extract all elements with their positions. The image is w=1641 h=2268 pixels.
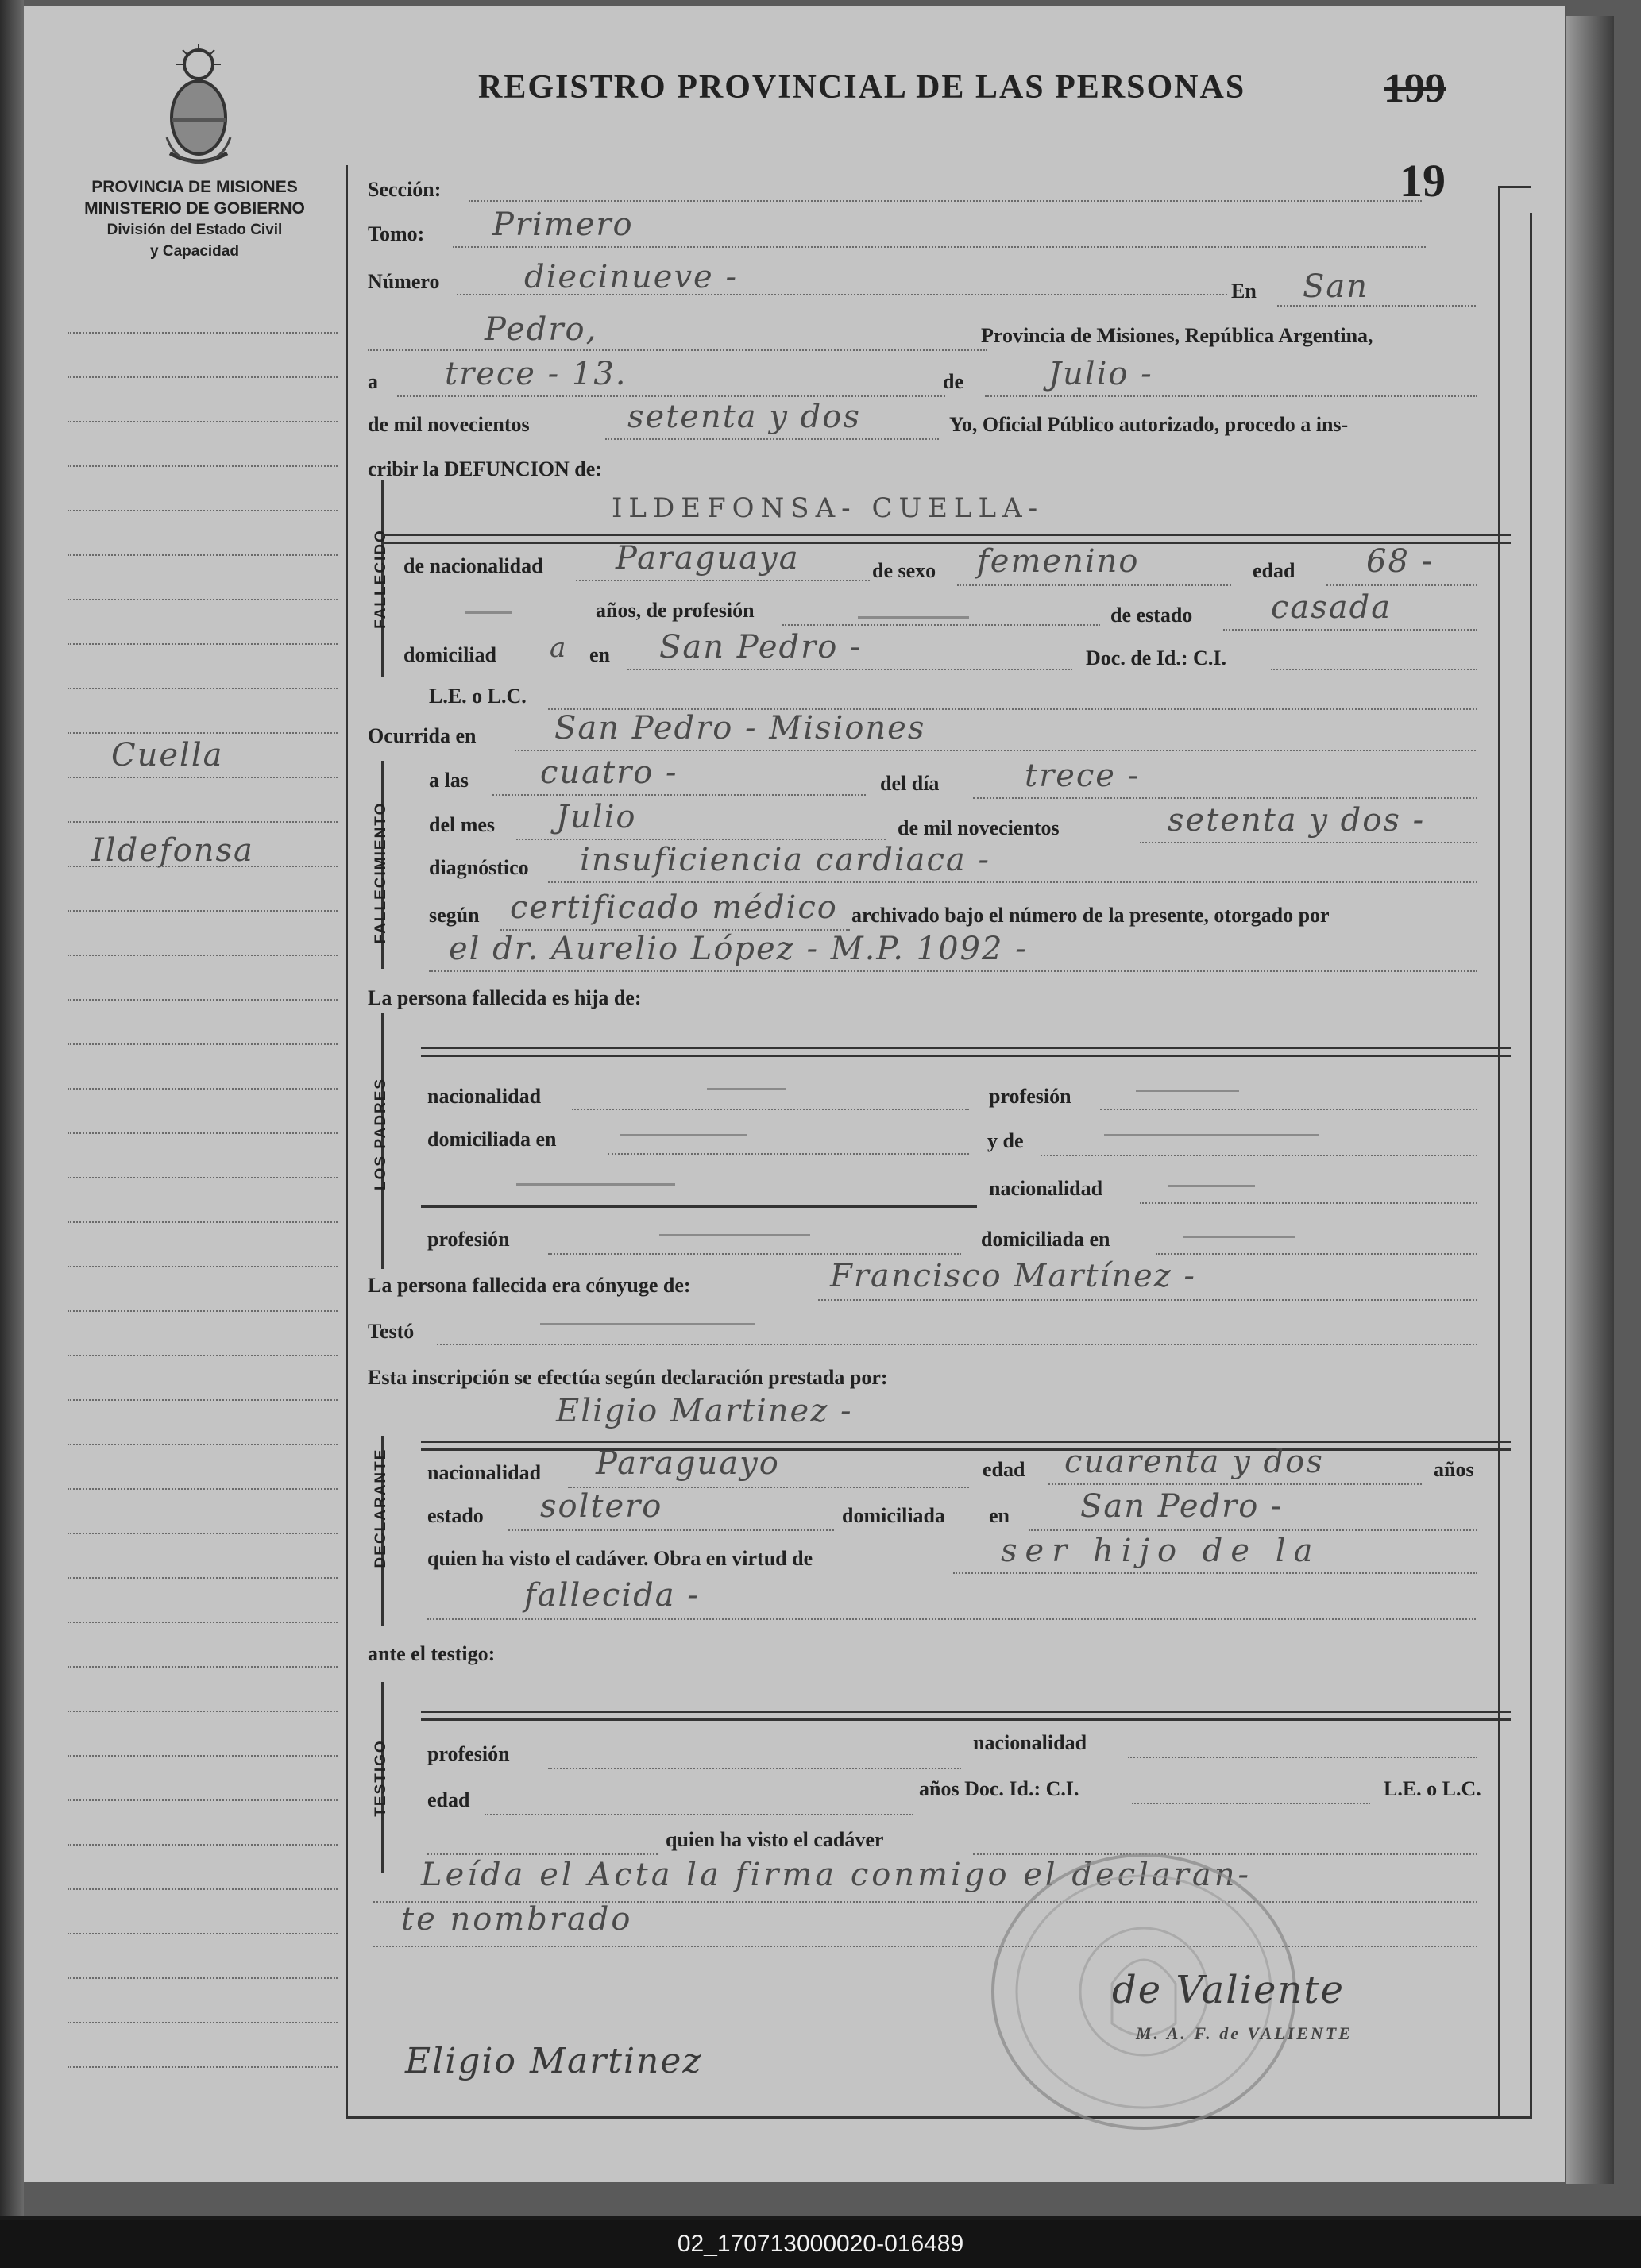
blank-madre-2: [516, 1183, 675, 1186]
value-en-city-1: San: [1303, 268, 1369, 305]
margin-ruled-line: [68, 821, 338, 823]
closing-line-1: Leída el Acta la firma conmigo el declaran-: [421, 1857, 1252, 1893]
line-dia: [397, 395, 945, 397]
value-decl-virtud-2: fallecida -: [524, 1577, 700, 1614]
margin-ruled-line: [68, 1043, 338, 1045]
label-testigo-le-lc: L.E. o L.C.: [1384, 1777, 1481, 1800]
value-mes-fallec: Julio: [556, 799, 637, 835]
label-padre-domiciliada: domiciliada en: [427, 1128, 557, 1151]
line-tomo: [453, 246, 1426, 248]
margin-ruled-line: [68, 643, 338, 645]
margin-ruled-line: [68, 332, 338, 334]
value-decl-edad: cuarenta y dos: [1064, 1444, 1324, 1480]
value-numero: diecinueve -: [524, 259, 738, 295]
right-border-outer: [1530, 213, 1532, 2119]
label-seccion: Sección:: [368, 178, 442, 201]
act-number: 19: [1400, 155, 1446, 206]
register-sheet: [24, 6, 1566, 2182]
label-del-dia: del día: [880, 772, 940, 795]
blank-padre-domicilio: [620, 1134, 747, 1136]
label-del-mes: del mes: [429, 813, 496, 836]
line-dia-fallec: [973, 797, 1477, 799]
line-testigo: [421, 1711, 1511, 1713]
line-madre-profesion: [548, 1253, 961, 1255]
value-declarante: Eligio Martinez -: [556, 1393, 853, 1429]
label-madre-profesion: profesión: [427, 1228, 510, 1251]
label-doc-id: Doc. de Id.: C.I.: [1086, 646, 1226, 669]
line-mes: [985, 395, 1477, 397]
label-de-mil-fallec: de mil novecientos: [898, 816, 1060, 839]
margin-ruled-line: [68, 421, 338, 422]
blank-testo: [540, 1323, 755, 1325]
margin-ruled-line: [68, 465, 338, 467]
blank-padre-nacionalidad: [707, 1088, 786, 1090]
label-archivado: archivado bajo el número de la presente, otorgado por: [851, 904, 1330, 927]
value-decl-nacionalidad: Paraguayo: [596, 1445, 780, 1482]
value-medico: el dr. Aurelio López - M.P. 1092 -: [449, 931, 1028, 967]
margin-ruled-line: [68, 1622, 338, 1623]
value-domicilio: San Pedro -: [659, 629, 863, 665]
label-decl-en: en: [989, 1504, 1010, 1527]
label-padre-nacionalidad: nacionalidad: [427, 1085, 542, 1108]
label-testigo-nacionalidad: nacionalidad: [973, 1731, 1087, 1754]
margin-ruled-line: [68, 777, 338, 778]
margin-ruled-line: [68, 1444, 338, 1445]
line-madre-nacionalidad: [1140, 1202, 1477, 1204]
margin-ruled-line: [68, 1844, 338, 1846]
line-padre-domicilio: [608, 1153, 969, 1155]
value-conyuge: Francisco Martínez -: [830, 1258, 1196, 1294]
line-testigo-profesion: [548, 1768, 961, 1769]
label-conyuge: La persona fallecida era cónyuge de:: [368, 1274, 691, 1297]
line-madre-2: [421, 1205, 977, 1208]
label-edad: edad: [1253, 559, 1295, 582]
signature-declarante: Eligio Martinez: [405, 2041, 703, 2081]
margin-ruled-line: [68, 1533, 338, 1534]
signature-official-name: M. A. F. de VALIENTE: [1136, 2023, 1353, 2043]
line-hora: [492, 794, 866, 796]
year-struck: 199: [1384, 66, 1446, 111]
margin-divider: [346, 165, 348, 2119]
line-virtud: [953, 1572, 1477, 1574]
line-testigo-quien-a: [427, 1853, 658, 1855]
margin-ruled-line: [68, 2066, 338, 2068]
authority-line-4: y Capacidad: [150, 243, 239, 260]
label-madre-domiciliada: domiciliada en: [981, 1228, 1110, 1251]
label-declaracion: Esta inscripción se efectúa según declaración prestada por:: [368, 1366, 888, 1389]
line-ocurrida: [515, 750, 1476, 751]
label-testigo-anos-doc: años Doc. Id.: C.I.: [919, 1777, 1079, 1800]
coat-of-arms-icon: [159, 42, 238, 169]
label-decl-nacionalidad: nacionalidad: [427, 1461, 542, 1484]
label-hija-de: La persona fallecida es hija de:: [368, 986, 642, 1009]
book-edge: [1566, 16, 1614, 2184]
label-en-domicilio: en: [589, 643, 610, 666]
value-decl-virtud-1: ser hijo de la: [1001, 1533, 1321, 1569]
label-madre-nacionalidad: nacionalidad: [989, 1177, 1103, 1200]
margin-ruled-line: [68, 1666, 338, 1668]
line-declarante: [421, 1441, 1511, 1443]
side-label-testigo: TESTIGO: [373, 1739, 389, 1817]
label-de-nacionalidad: de nacionalidad: [403, 554, 543, 577]
line-medico: [429, 970, 1477, 972]
margin-ruled-line: [68, 1355, 338, 1356]
margin-ruled-line: [68, 1177, 338, 1178]
issuing-authority: [52, 176, 338, 262]
line-padre-2: [421, 1055, 1511, 1057]
value-estado: casada: [1271, 589, 1392, 626]
line-decl-edad: [1048, 1483, 1422, 1485]
label-anos-profesion: años, de profesión: [596, 599, 755, 622]
label-testigo-edad: edad: [427, 1788, 470, 1811]
label-testigo-profesion: profesión: [427, 1742, 510, 1765]
blank-madre-nacionalidad: [1168, 1185, 1255, 1187]
value-anio-fallec: setenta y dos -: [1168, 802, 1426, 839]
margin-ruled-line: [68, 376, 338, 378]
line-testigo-edad: [485, 1814, 913, 1815]
label-y-de: y de: [987, 1129, 1024, 1152]
value-tomo: Primero: [492, 206, 634, 243]
margin-ruled-line: [68, 1711, 338, 1712]
blank-anos: [465, 611, 512, 614]
value-diagnostico: insuficiencia cardiaca -: [580, 842, 990, 878]
signature-official: de Valiente: [1112, 1968, 1345, 2012]
line-en-2: [368, 349, 987, 351]
line-decl-estado: [508, 1529, 834, 1531]
value-dia-fallec: trece -: [1025, 758, 1141, 794]
line-madre: [1041, 1155, 1477, 1156]
blank-madre-domicilio: [1183, 1236, 1295, 1238]
label-segun: según: [429, 904, 480, 927]
line-anio: [605, 438, 939, 440]
value-nombre: ILDEFONSA- CUELLA-: [612, 492, 1044, 524]
value-segun: certificado médico: [510, 889, 838, 926]
side-label-fallecido: FALLECIDO: [373, 529, 389, 629]
margin-ruled-line: [68, 1266, 338, 1267]
line-testigo-doc: [1132, 1803, 1370, 1804]
closing-line-2: te nombrado: [401, 1901, 633, 1938]
side-label-padres: LOS PADRES: [373, 1077, 389, 1190]
value-decl-domicilio: San Pedro -: [1080, 1488, 1284, 1525]
label-quien-visto: quien ha visto el cadáver. Obra en virtud de: [427, 1547, 813, 1570]
label-numero: Número: [368, 270, 440, 293]
line-en: [1277, 305, 1476, 307]
label-yo-oficial: Yo, Oficial Público autorizado, procedo a ins-: [949, 413, 1349, 436]
line-closing-2: [373, 1946, 1477, 1947]
blank-padre-profesion: [1136, 1090, 1239, 1092]
margin-ruled-line: [68, 1399, 338, 1401]
line-anio-fallec: [1140, 842, 1477, 843]
label-a-las: a las: [429, 769, 469, 792]
line-padre: [421, 1047, 1511, 1049]
margin-ruled-line: [68, 1488, 338, 1490]
margin-ruled-line: [68, 1888, 338, 1890]
value-domicilio-suffix: a: [550, 632, 568, 664]
label-decl-domiciliada: domiciliada: [842, 1504, 946, 1527]
label-testigo-quien-visto: quien ha visto el cadáver: [666, 1828, 884, 1851]
line-testigo-nacionalidad: [1128, 1757, 1477, 1758]
blank-profesion: [858, 616, 969, 619]
label-inscribir: cribir la DEFUNCION de:: [368, 457, 602, 480]
margin-ruled-line: [68, 1977, 338, 1979]
line-padre-nacionalidad: [572, 1109, 969, 1110]
margin-ruled-line: [68, 1310, 338, 1312]
side-label-declarante: DECLARANTE: [373, 1448, 389, 1568]
line-nombre: [383, 534, 1511, 536]
margin-ruled-line: [68, 1577, 338, 1579]
line-diagnostico: [548, 881, 1477, 883]
blank-madre: [1104, 1134, 1319, 1136]
label-decl-edad: edad: [983, 1458, 1025, 1481]
margin-ruled-line: [68, 910, 338, 912]
margin-ruled-line: [68, 1799, 338, 1801]
label-tomo: Tomo:: [368, 222, 425, 245]
line-profesion: [782, 624, 1100, 626]
margin-ruled-line: [68, 2022, 338, 2023]
margin-ruled-line: [68, 1933, 338, 1934]
value-ocurrida: San Pedro - Misiones: [554, 710, 926, 746]
margin-ruled-line: [68, 1088, 338, 1090]
margin-ruled-line: [68, 688, 338, 689]
margin-ruled-line: [68, 599, 338, 600]
margin-ruled-line: [68, 1755, 338, 1757]
label-ocurrida: Ocurrida en: [368, 724, 477, 747]
margin-ruled-line: [68, 999, 338, 1001]
line-nombre-2: [383, 542, 1511, 544]
label-provincia: Provincia de Misiones, República Argentina,: [981, 324, 1373, 347]
line-doc-id: [1271, 669, 1477, 670]
value-edad: 68 -: [1366, 543, 1434, 580]
line-testo: [437, 1344, 1477, 1345]
authority-line-1: PROVINCIA DE MISIONES: [91, 178, 298, 196]
margin-ruled-line: [68, 1132, 338, 1134]
label-en: En: [1231, 280, 1257, 303]
line-domicilio: [627, 669, 1072, 670]
label-decl-anos: años: [1434, 1458, 1474, 1481]
line-mes-fallec: [516, 839, 886, 840]
margin-ruled-line: [68, 955, 338, 956]
label-de: de: [943, 370, 963, 393]
line-madre-domicilio: [1156, 1253, 1477, 1255]
line-nacionalidad: [576, 580, 870, 581]
book-binding: [0, 0, 24, 2216]
authority-line-3: División del Estado Civil: [106, 222, 283, 238]
label-domiciliad: domiciliad: [403, 643, 497, 666]
value-mes: Julio -: [1048, 356, 1153, 392]
image-id-caption: 02_170713000020-016489: [0, 2220, 1641, 2268]
value-decl-estado: soltero: [540, 1488, 663, 1525]
label-de-mil: de mil novecientos: [368, 413, 530, 436]
label-padre-profesion: profesión: [989, 1085, 1071, 1108]
line-sexo: [957, 584, 1231, 586]
line-testigo-2: [421, 1718, 1511, 1721]
value-dia: trece - 13.: [445, 356, 627, 392]
line-estado: [1223, 629, 1477, 631]
label-ante-testigo: ante el testigo:: [368, 1642, 496, 1665]
line-seccion: [469, 200, 1422, 202]
label-de-sexo: de sexo: [872, 559, 936, 582]
label-diagnostico: diagnóstico: [429, 856, 529, 879]
line-decl-domicilio: [1029, 1529, 1477, 1531]
value-hora: cuatro -: [540, 754, 678, 791]
line-virtud-2: [427, 1618, 1476, 1620]
side-label-fallecimiento: FALLECIMIENTO: [373, 801, 389, 944]
margin-ruled-line: [68, 732, 338, 734]
label-a: a: [368, 370, 378, 393]
blank-madre-profesion: [659, 1234, 810, 1236]
bottom-border: [346, 2116, 1531, 2119]
right-border: [1498, 186, 1500, 2119]
margin-given-name: Ildefonsa: [91, 832, 254, 869]
line-declarante-2: [421, 1448, 1511, 1451]
value-sexo: femenino: [977, 543, 1140, 580]
right-top-rule: [1498, 186, 1531, 188]
label-testo: Testó: [368, 1320, 415, 1343]
line-edad: [1326, 584, 1477, 586]
value-nacionalidad: Paraguaya: [616, 540, 800, 577]
margin-ruled-line: [68, 510, 338, 511]
line-padre-profesion: [1100, 1109, 1477, 1110]
line-conyuge: [818, 1299, 1477, 1301]
label-decl-estado: estado: [427, 1504, 484, 1527]
value-anio: setenta y dos: [627, 399, 861, 435]
label-de-estado: de estado: [1110, 604, 1193, 627]
label-le-lc: L.E. o L.C.: [429, 685, 527, 708]
margin-ruled-line: [68, 1221, 338, 1223]
value-en-city-2: Pedro,: [485, 311, 598, 348]
page-title: REGISTRO PROVINCIAL DE LAS PERSONAS: [478, 69, 1246, 106]
authority-line-2: MINISTERIO DE GOBIERNO: [84, 199, 305, 218]
margin-ruled-line: [68, 554, 338, 556]
margin-surname: Cuella: [111, 737, 224, 773]
